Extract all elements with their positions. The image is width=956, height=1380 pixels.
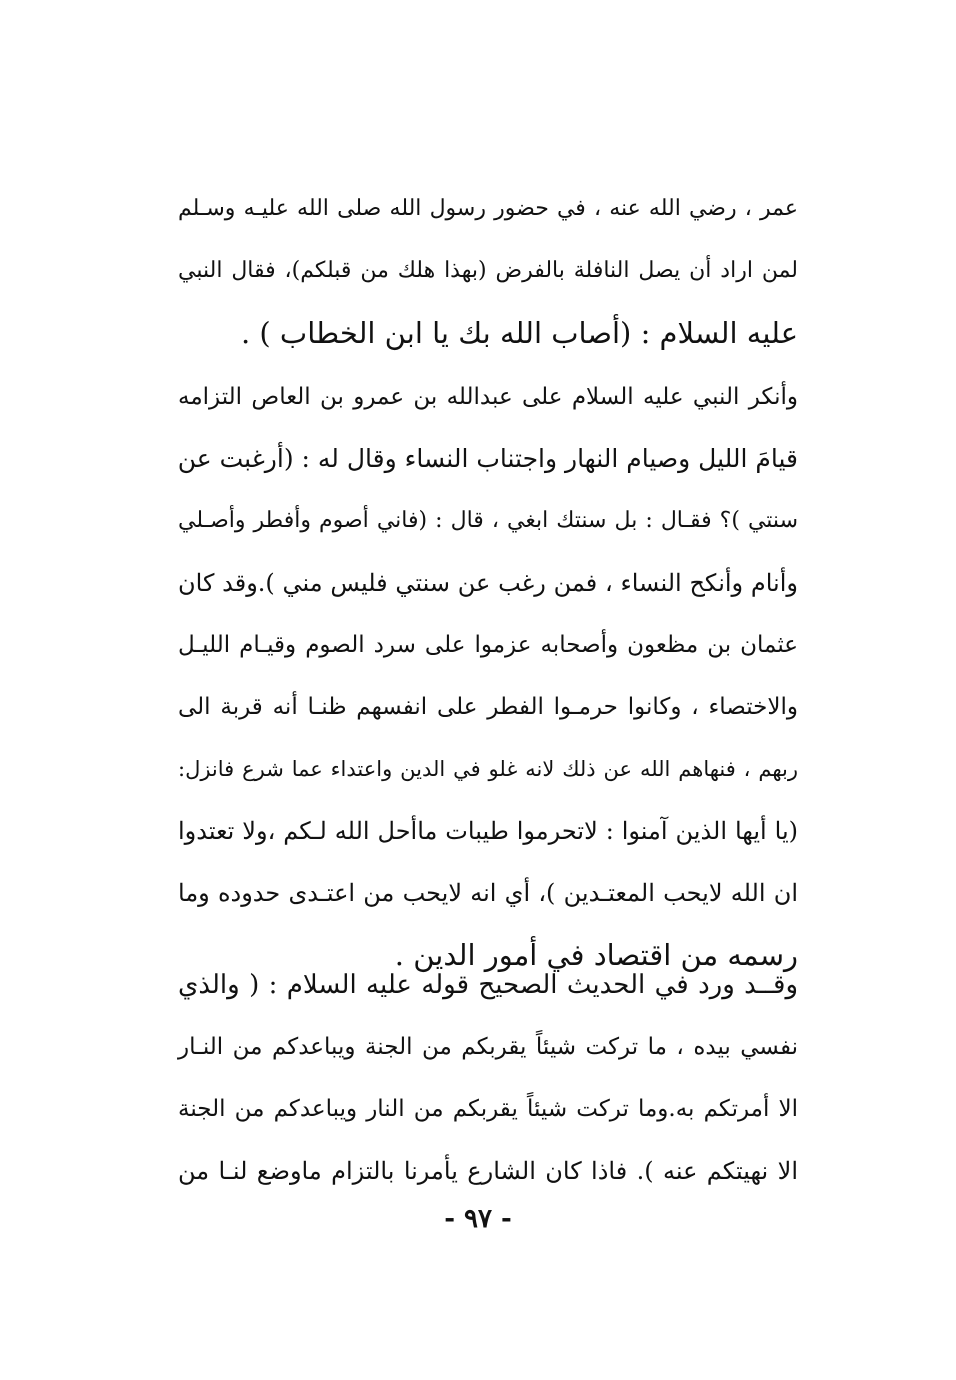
paragraph-line: ربهم ، فنهاهم الله عن ذلك لانه غلو في الدين واعتداء عما شرع فانزل: bbox=[178, 757, 798, 781]
paragraph-line: عليه السلام : (أصاب الله بك يا ابن الخطاب ) . bbox=[240, 316, 798, 350]
paragraph-line: عثمان بن مظعون وأصحابه عزموا على سرد الصوم وقيـام الليـل bbox=[178, 632, 798, 658]
paragraph-line: الا نهيتكم عنه ). فاذا كان الشارع يأمرنا بالتزام ماوضع لنـا من bbox=[178, 1157, 798, 1185]
paragraph-line: والاختصاء ، وكانوا حرمـوا الفطر على انفسهم ظنـا أنه قربة الى bbox=[178, 694, 798, 720]
paragraph-line: وأنام وأنكح النساء ، فمن رغب عن سنتي فليس مني ).وقد كان bbox=[178, 569, 798, 597]
paragraph-line: سنتي )؟ فقـال : بل سنتك ابغي ، قال : (فاني أصوم وأفطر وأصـلي bbox=[178, 508, 798, 533]
paragraph-line: الا أمرتكم به.وما تركت شيئاً يقربكم من النار ويباعدكم من الجنة bbox=[178, 1096, 798, 1122]
paragraph-1 bbox=[178, 178, 798, 364]
paragraph-line: رسمه من اقتصاد في أمور الدين . bbox=[394, 938, 798, 972]
paragraph-line: نفسي بيده ، ما تركت شيئاً يقربكم من الجنة ويباعدكم من النـار bbox=[178, 1034, 798, 1060]
paragraph-line: لمن اراد أن يصل النافلة بالفرض (بهذا هلك من قبلكم)، فقال النبي bbox=[178, 258, 799, 283]
paragraph-line: ان الله لايحب المعتـدين )، أي انه لايحب من اعتـدى حدوده وما bbox=[178, 879, 798, 907]
page-number: - ٩٧ - bbox=[444, 1204, 512, 1234]
paragraph-line: قيامَ الليل وصيام النهار واجتناب النساء وقال له : (أرغبت عن bbox=[177, 444, 798, 473]
paragraph-3 bbox=[178, 954, 798, 1202]
paragraph-2 bbox=[178, 366, 798, 986]
paragraph-line: وقــد ورد في الحديث الصحيح قوله عليه السلام : ( والذي bbox=[178, 970, 798, 1000]
paragraph-line: (يا أيها الذين آمنوا : لاتحرموا طيبات ماأحل الله لـكم ،ولا تعتدوا bbox=[178, 817, 798, 845]
paragraph-line: عمر ، رضي الله عنه ، في حضور رسول الله صلى الله عليـه وسـلم bbox=[178, 196, 798, 221]
paragraph-line: وأنكر النبي عليه السلام على عبدالله بن عمرو بن العاص التزامه bbox=[178, 384, 798, 410]
